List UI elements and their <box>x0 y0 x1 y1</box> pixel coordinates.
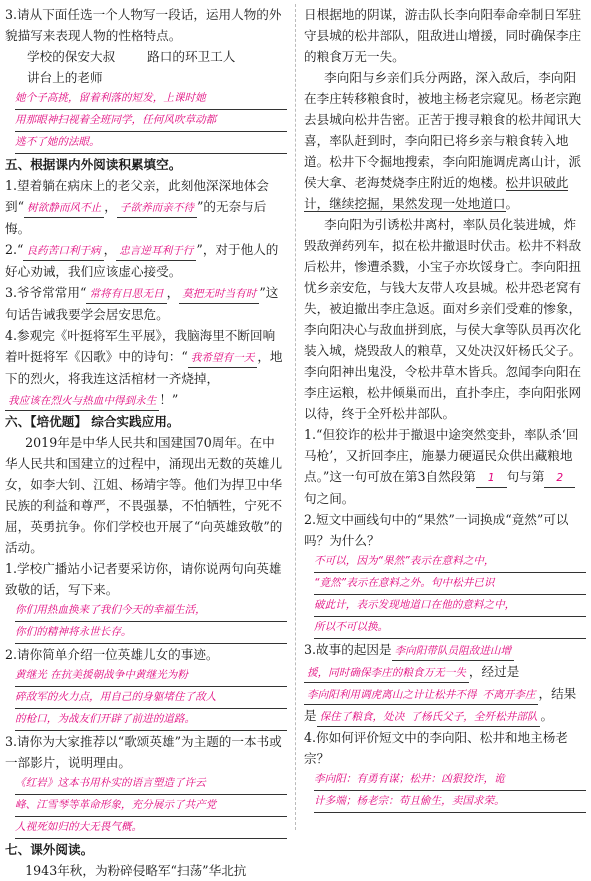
passage-para-1: 日根据地的阴谋，游击队长李向阳奉命牵制日军驻守县城的松井部队，阻敌进山增援，同时确保李庄的粮食万无一失。 <box>304 7 582 64</box>
q3-options-2: 讲台上的老师 <box>27 70 103 85</box>
answer-line[interactable]: 你们用热血换来了我们今天的幸福生活， <box>15 600 287 622</box>
fill-blank[interactable]: 李向阳带队员阻敌进山增 <box>392 643 515 661</box>
answer-line[interactable]: 《红岩》这本书用朴实的语言塑造了许云 <box>15 773 287 795</box>
underlined-sentence: 松井识破此计，继续挖掘，果然发现一处地道口 <box>304 175 569 211</box>
left-column <box>5 4 287 878</box>
passage-para-3: 李向阳为引诱松井离村，率队员化装进城，炸毁敌弹药列车，拟在松井撤退时伏击。松井不料敌后松井，惨遭杀戮，小宝子亦坎馁身亡。李向阳扭忧乡亲安危，与钱大友带人攻县城。松井恐老窝有失，被迫撤出李庄急返。面对乡亲们受难的惨象，李向阳决心与敌血拼到底，与侯大拿等队员再次化装入城，烧毁敌人的粮草，又处决汉奸杨氏父子。李向阳神出鬼没，令松井草木皆兵。忽闻李向阳在李庄运粮，松井倾巢而出，直扑李庄，李向阳张网以待，终于全歼松井部队。 <box>304 217 582 421</box>
column-divider <box>295 4 296 830</box>
answer-line[interactable]: 你们的精神将永世长存。 <box>15 622 287 644</box>
answer-line[interactable]: 人视死如归的大无畏气概。 <box>15 817 287 839</box>
fill-blank[interactable]: 忠言逆耳利于行 <box>116 243 196 261</box>
fill-blank[interactable]: 2 <box>544 470 575 488</box>
answer-line[interactable]: 黄继光 在抗美援朝战争中黄继光为粉 <box>15 665 287 687</box>
s6-q2-answer <box>15 665 287 731</box>
passage-start: 1943年秋，为粉碎侵略军“扫荡”华北抗 <box>25 863 247 878</box>
answer-line[interactable]: 破此计，表示发现地道口在他的意料之中， <box>314 595 586 617</box>
fill-blank[interactable]: 1 <box>476 470 507 488</box>
fill-blank[interactable]: 我希望有一天 <box>188 350 258 368</box>
section-7-title: 七、课外阅读。 <box>5 842 94 857</box>
answer-line[interactable]: 碎敌军的火力点，用自己的身躯堵住了敌人 <box>15 687 287 709</box>
s6-q1: 1.学校广播站小记者要采访你，请你说两句向英雄致敬的话，写下来。 <box>5 561 282 597</box>
answer-line[interactable]: 李向阳：有勇有谋；松井：凶狠狡诈，诡 <box>314 769 586 791</box>
answer-line[interactable]: 计多端；杨老宗：苟且偷生，卖国求荣。 <box>314 791 586 813</box>
fill-blank[interactable]: 不离开李庄 <box>480 687 539 705</box>
fill-blank[interactable]: 李向阳利用调虎离山之计让松井不得 <box>304 687 480 705</box>
fill-blank[interactable]: 树欲静而风不止 <box>24 200 104 218</box>
fill-blank[interactable]: 常将有日思无日 <box>86 286 166 304</box>
fill-blank[interactable]: 我应该在烈火与热血中得到永生 <box>5 393 159 411</box>
read-q4-answer <box>314 769 586 813</box>
s6-q3-answer <box>15 773 287 839</box>
right-column <box>304 4 586 832</box>
section-6-intro: 2019年是中华人民共和国建国70周年。在中华人民共和国建立的过程中，涌现出无数的英雄儿女，如李大钊、江姐、杨靖宇等。他们为捍卫中华民族的利益和尊严，不畏强暴，不怕牺牲，宁死不屈，英勇抗争。你们学校也开展了“向英雄致敬”的活动。 <box>5 435 283 555</box>
answer-line[interactable]: 不可以，因为“果然”表示在意料之中， <box>314 551 586 573</box>
answer-line[interactable]: “竟然”表示在意料之外。句中松井已识 <box>314 573 586 595</box>
read-q3: 3.故事的起因是 李向阳带队员阻敌进山增援，同时确保李庄的粮食万无一失 ，经过是李向阳利用调虎离山之计让松井不得 不离开李庄 ，结果是 保住了粮食，处决 了杨氏父子，全歼松井部队 。 <box>304 639 586 727</box>
s6-q2: 2.请你简单介绍一位英雄儿女的事迹。 <box>5 647 219 662</box>
fill-blank[interactable]: 子欲养而亲不待 <box>117 200 197 218</box>
q3-answer <box>15 88 287 154</box>
passage-para-2: 李向阳与乡亲们兵分两路，深入敌后，李向阳在李庄转移粮食时，被地主杨老宗窥见。杨老宗跑去县城向松井告密。正苦于搜寻粮食的松井闻讯大喜，率队赶到时，李向阳已将乡亲与粮食转入地道。松井下令掘地搜索，李向阳施调虎离山计，派侯大拿、老海焚烧李庄附近的炮楼。松井识破此计，继续挖掘，果然发现一处地道口。 <box>304 70 582 211</box>
answer-line[interactable]: 她个子高挑，留着利落的短发，上课时她 <box>15 88 287 110</box>
read-q1: 1.“但狡诈的松井于撤退中途突然变卦，率队杀‘回马枪’，又折回李庄，施暴力硬逼民众供出藏粮地点。”这一句可放在第3自然段第 1 句与第 2句之间。 <box>304 427 579 506</box>
answer-line[interactable]: 的枪口，为战友们开辟了前进的道路。 <box>15 709 287 731</box>
read-q2: 2.短文中画线句中的“果然”一词换成“竟然”可以吗？为什么？ <box>304 512 569 548</box>
answer-line[interactable]: 峰、江雪琴等革命形象，充分展示了共产党 <box>15 795 287 817</box>
fill-q1: 1.望着躺在病床上的老父亲，此刻他深深地体会到“ 树欲静而风不止 ， 子欲养而亲不待 ”的无奈与后悔。 <box>5 178 269 236</box>
fill-blank[interactable]: 援，同时确保李庄的粮食万无一失 <box>304 665 469 683</box>
read-q2-answer <box>314 551 586 639</box>
s6-q3: 3.请你为大家推荐以“歌颂英雄”为主题的一本书或一部影片，说明理由。 <box>5 734 282 770</box>
fill-q2: 2.“ 良药苦口利于病 ， 忠言逆耳利于行 ”，对于他人的好心劝诫，我们应该虚心接受。 <box>5 242 279 279</box>
q3-options-1: 学校的保安大叔 路口的环卫工人 <box>27 49 236 64</box>
fill-blank[interactable]: 莫把无时当有时 <box>179 286 259 304</box>
section-5-title: 五、根据课内外阅读积累填空。 <box>5 157 182 172</box>
fill-blank[interactable]: 良药苦口利于病 <box>23 243 103 261</box>
read-q4: 4.你如何评价短文中的李向阳、松井和地主杨老宗？ <box>304 730 568 766</box>
answer-line[interactable]: 用那眼神扫视着全班同学，任何风吹草动都 <box>15 110 287 132</box>
fill-blank[interactable]: 保住了粮食，处决 <box>317 709 408 727</box>
fill-q3: 3.爷爷常常用“ 常将有日思无日 ， 莫把无时当有时 ”这句话告诫我要学会居安思危。 <box>5 285 279 322</box>
answer-line[interactable]: 逃不了她的法眼。 <box>15 132 287 154</box>
answer-line[interactable]: 所以不可以换。 <box>314 617 586 639</box>
fill-q4: 4.参观完《叶挺将军生平展》，我脑海里不断回响着叶挺将军《囚歌》中的诗句：“ 我希望有一天 ，地下的烈火，将我连这活棺材一齐烧掉，我应该在烈火与热血中得到永生 ！” <box>5 325 287 411</box>
fill-blank[interactable]: 了杨氏父子，全歼松井部队 <box>407 709 540 727</box>
s6-q1-answer <box>15 600 287 644</box>
q3-prompt: 3.请从下面任选一个人物写一段话，运用人物的外貌描写来表现人物的性格特点。 <box>5 7 282 43</box>
section-6-title: 六、【培优题】 综合实践应用。 <box>5 414 180 429</box>
